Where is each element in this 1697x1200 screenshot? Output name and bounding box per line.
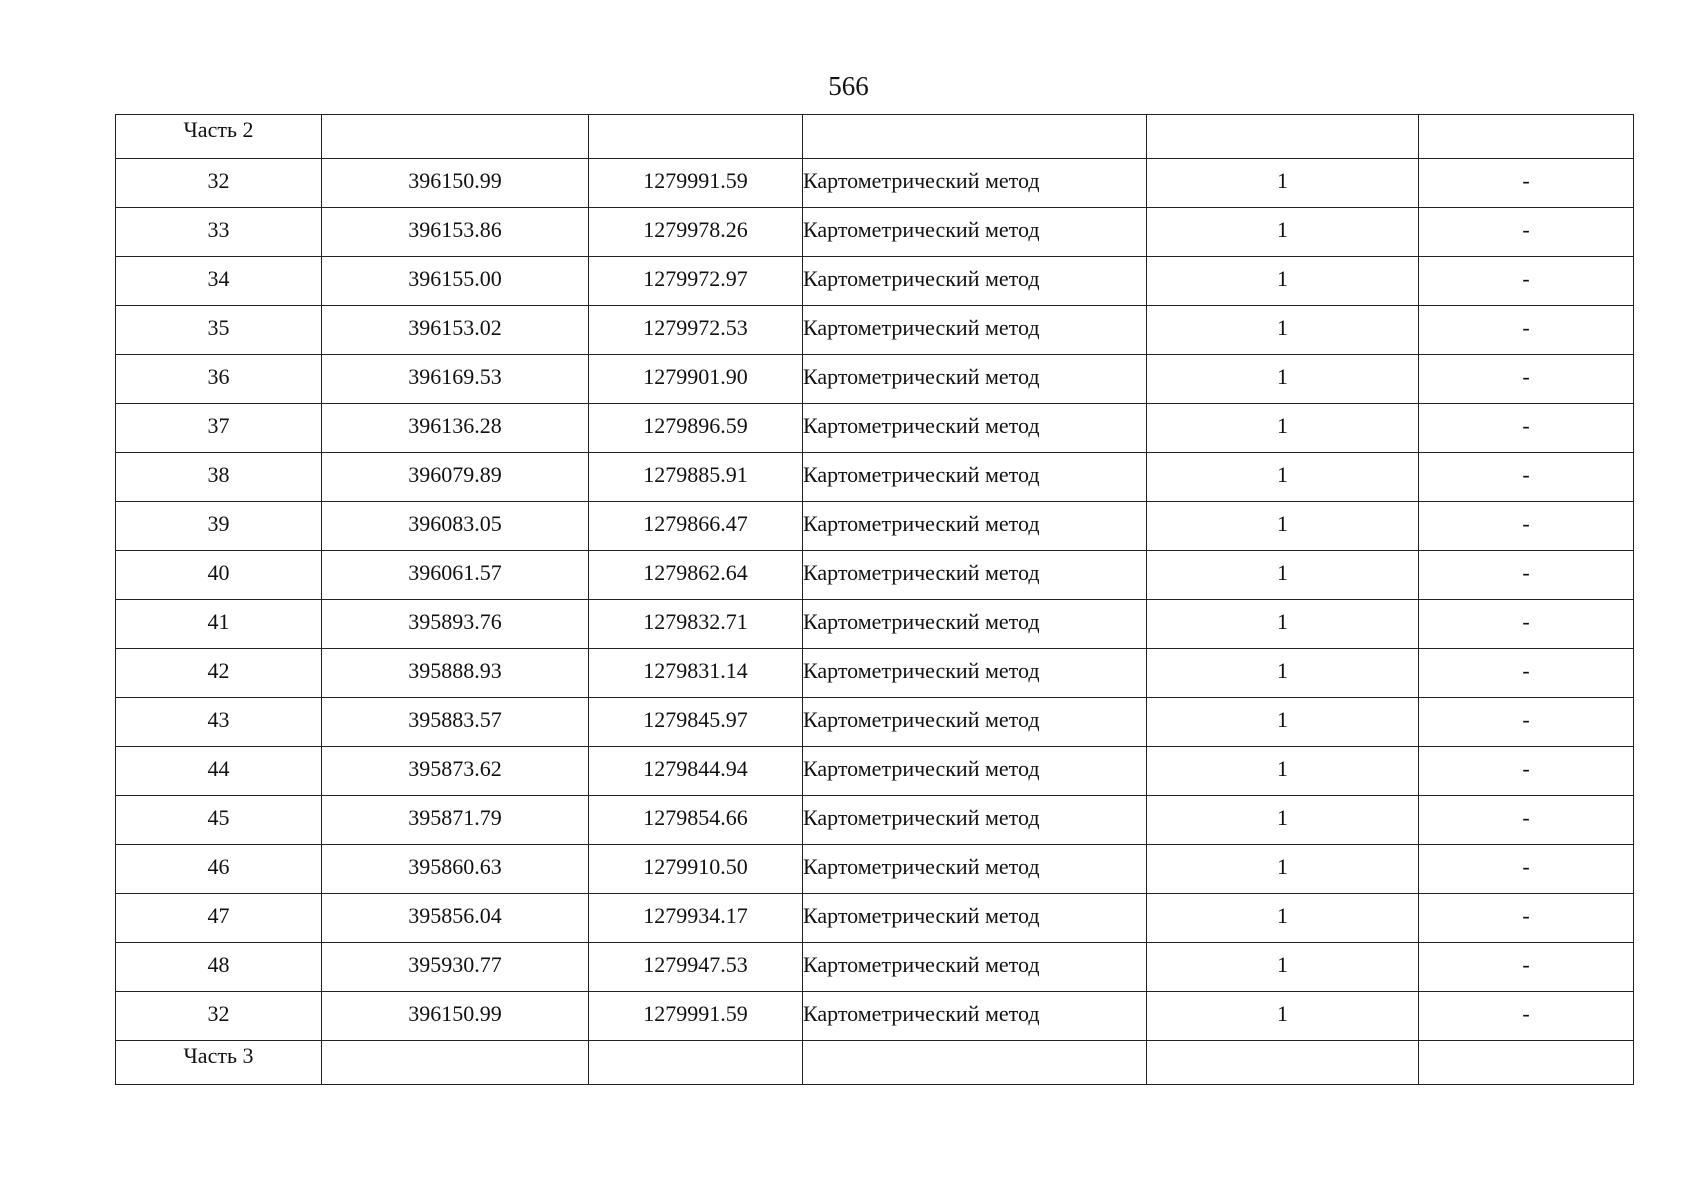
section-label: Часть 3 [116,1041,322,1085]
method-cell: Картометрический метод [803,796,1147,845]
x-coordinate-cell: 395888.93 [322,649,589,698]
accuracy-cell: 1 [1147,208,1419,257]
y-coordinate-cell: 1279910.50 [589,845,803,894]
y-coordinate-cell: 1279972.53 [589,306,803,355]
description-cell: - [1419,404,1634,453]
point-number-cell: 35 [116,306,322,355]
description-cell: - [1419,306,1634,355]
method-cell: Картометрический метод [803,600,1147,649]
point-number-cell: 33 [116,208,322,257]
method-cell: Картометрический метод [803,257,1147,306]
accuracy-cell: 1 [1147,502,1419,551]
method-cell: Картометрический метод [803,698,1147,747]
description-cell: - [1419,355,1634,404]
accuracy-cell: 1 [1147,404,1419,453]
empty-cell [589,115,803,159]
y-coordinate-cell: 1279862.64 [589,551,803,600]
accuracy-cell: 1 [1147,600,1419,649]
point-number-cell: 40 [116,551,322,600]
description-cell: - [1419,649,1634,698]
empty-cell [1419,115,1634,159]
y-coordinate-cell: 1279934.17 [589,894,803,943]
accuracy-cell: 1 [1147,649,1419,698]
x-coordinate-cell: 396150.99 [322,992,589,1041]
description-cell: - [1419,943,1634,992]
point-number-cell: 42 [116,649,322,698]
description-cell: - [1419,698,1634,747]
description-cell: - [1419,159,1634,208]
method-cell: Картометрический метод [803,894,1147,943]
table-row [116,502,1634,551]
page-number: 566 [828,71,869,101]
y-coordinate-cell: 1279896.59 [589,404,803,453]
coordinates-table-body [116,115,1634,1085]
empty-cell [803,1041,1147,1085]
y-coordinate-cell: 1279844.94 [589,747,803,796]
method-cell: Картометрический метод [803,649,1147,698]
y-coordinate-cell: 1279991.59 [589,992,803,1041]
table-row [116,306,1634,355]
point-number-cell: 44 [116,747,322,796]
x-coordinate-cell: 395871.79 [322,796,589,845]
x-coordinate-cell: 396079.89 [322,453,589,502]
table-row [116,404,1634,453]
table-row [116,747,1634,796]
accuracy-cell: 1 [1147,551,1419,600]
y-coordinate-cell: 1279845.97 [589,698,803,747]
method-cell: Картометрический метод [803,551,1147,600]
table-row [116,208,1634,257]
x-coordinate-cell: 396169.53 [322,355,589,404]
empty-cell [1419,1041,1634,1085]
x-coordinate-cell: 396155.00 [322,257,589,306]
x-coordinate-cell: 396061.57 [322,551,589,600]
accuracy-cell: 1 [1147,943,1419,992]
table-row [116,845,1634,894]
x-coordinate-cell: 395860.63 [322,845,589,894]
empty-cell [1147,1041,1419,1085]
x-coordinate-cell: 395873.62 [322,747,589,796]
y-coordinate-cell: 1279832.71 [589,600,803,649]
accuracy-cell: 1 [1147,747,1419,796]
description-cell: - [1419,747,1634,796]
x-coordinate-cell: 395856.04 [322,894,589,943]
section-row-end [116,1041,1634,1085]
method-cell: Картометрический метод [803,208,1147,257]
x-coordinate-cell: 396153.86 [322,208,589,257]
accuracy-cell: 1 [1147,306,1419,355]
x-coordinate-cell: 396136.28 [322,404,589,453]
accuracy-cell: 1 [1147,992,1419,1041]
point-number-cell: 47 [116,894,322,943]
description-cell: - [1419,453,1634,502]
method-cell: Картометрический метод [803,355,1147,404]
x-coordinate-cell: 395883.57 [322,698,589,747]
description-cell: - [1419,257,1634,306]
empty-cell [589,1041,803,1085]
y-coordinate-cell: 1279991.59 [589,159,803,208]
y-coordinate-cell: 1279885.91 [589,453,803,502]
point-number-cell: 32 [116,159,322,208]
accuracy-cell: 1 [1147,257,1419,306]
point-number-cell: 38 [116,453,322,502]
table-row [116,257,1634,306]
description-cell: - [1419,845,1634,894]
description-cell: - [1419,992,1634,1041]
empty-cell [322,1041,589,1085]
accuracy-cell: 1 [1147,159,1419,208]
x-coordinate-cell: 395930.77 [322,943,589,992]
empty-cell [803,115,1147,159]
table-row [116,943,1634,992]
method-cell: Картометрический метод [803,943,1147,992]
description-cell: - [1419,551,1634,600]
method-cell: Картометрический метод [803,747,1147,796]
y-coordinate-cell: 1279901.90 [589,355,803,404]
point-number-cell: 43 [116,698,322,747]
description-cell: - [1419,502,1634,551]
accuracy-cell: 1 [1147,796,1419,845]
table-row [116,551,1634,600]
y-coordinate-cell: 1279866.47 [589,502,803,551]
table-row [116,453,1634,502]
table-row [116,796,1634,845]
accuracy-cell: 1 [1147,698,1419,747]
empty-cell [322,115,589,159]
coordinates-table [115,114,1634,1085]
table-row [116,649,1634,698]
point-number-cell: 36 [116,355,322,404]
accuracy-cell: 1 [1147,845,1419,894]
table-row [116,600,1634,649]
method-cell: Картометрический метод [803,845,1147,894]
method-cell: Картометрический метод [803,453,1147,502]
description-cell: - [1419,600,1634,649]
point-number-cell: 34 [116,257,322,306]
y-coordinate-cell: 1279947.53 [589,943,803,992]
empty-cell [1147,115,1419,159]
method-cell: Картометрический метод [803,992,1147,1041]
y-coordinate-cell: 1279831.14 [589,649,803,698]
y-coordinate-cell: 1279978.26 [589,208,803,257]
method-cell: Картометрический метод [803,306,1147,355]
method-cell: Картометрический метод [803,404,1147,453]
point-number-cell: 37 [116,404,322,453]
point-number-cell: 39 [116,502,322,551]
description-cell: - [1419,208,1634,257]
accuracy-cell: 1 [1147,894,1419,943]
description-cell: - [1419,796,1634,845]
point-number-cell: 45 [116,796,322,845]
section-row-start [116,115,1634,159]
table-row [116,698,1634,747]
table-row [116,159,1634,208]
x-coordinate-cell: 395893.76 [322,600,589,649]
method-cell: Картометрический метод [803,159,1147,208]
point-number-cell: 46 [116,845,322,894]
x-coordinate-cell: 396153.02 [322,306,589,355]
y-coordinate-cell: 1279972.97 [589,257,803,306]
table-row [116,355,1634,404]
accuracy-cell: 1 [1147,355,1419,404]
point-number-cell: 48 [116,943,322,992]
point-number-cell: 32 [116,992,322,1041]
y-coordinate-cell: 1279854.66 [589,796,803,845]
point-number-cell: 41 [116,600,322,649]
x-coordinate-cell: 396083.05 [322,502,589,551]
table-row [116,894,1634,943]
section-label: Часть 2 [116,115,322,159]
accuracy-cell: 1 [1147,453,1419,502]
method-cell: Картометрический метод [803,502,1147,551]
table-row [116,992,1634,1041]
description-cell: - [1419,894,1634,943]
x-coordinate-cell: 396150.99 [322,159,589,208]
